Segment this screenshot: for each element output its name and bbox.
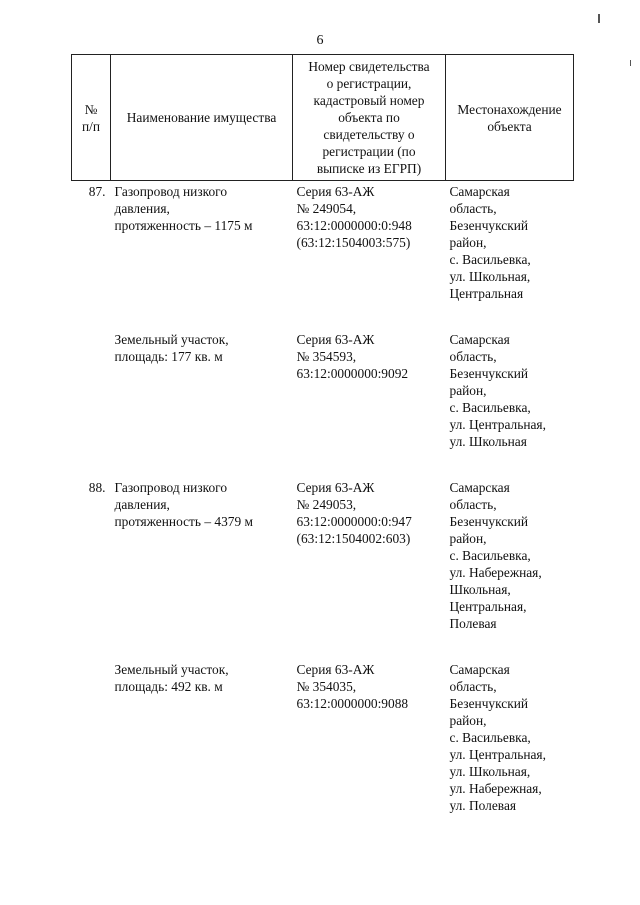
text-line: свидетельству о	[323, 127, 415, 142]
text-line: район,	[449, 531, 487, 546]
text-line: ул. Набережная,	[449, 781, 542, 796]
text-line: Местонахождение	[457, 101, 562, 117]
text-line: Серия 63-АЖ	[296, 480, 375, 495]
property-registry-table	[71, 54, 574, 814]
text-line: 63:12:0000000:9088	[296, 696, 409, 711]
scan-mark	[598, 14, 600, 23]
text-line: о регистрации,	[326, 76, 412, 91]
text-line: 63:12:0000000:9092	[296, 366, 409, 381]
row-registration	[293, 181, 446, 303]
table-row	[72, 661, 574, 814]
row-registration	[293, 331, 446, 450]
text-line: давления,	[114, 201, 170, 216]
text-line: Центральная,	[449, 599, 527, 614]
header-registration	[293, 55, 446, 181]
row-num: 88.	[88, 480, 106, 495]
text-line: район,	[449, 713, 487, 728]
row-name	[111, 661, 293, 814]
text-line: область,	[449, 497, 497, 512]
header-location	[446, 55, 574, 181]
text-line: Безенчукский	[449, 696, 529, 711]
row-location	[446, 661, 574, 814]
text-line: Наименование имущества	[126, 110, 277, 125]
page-number: 6	[316, 33, 324, 48]
text-line: ул. Центральная,	[449, 417, 546, 432]
text-line: № 354593,	[296, 349, 357, 364]
row-registration	[293, 479, 446, 632]
text-line: объекта	[487, 118, 532, 134]
scan-mark	[630, 60, 631, 66]
text-line: Школьная,	[449, 582, 511, 597]
text-line: ул. Школьная	[449, 434, 527, 449]
text-line: Газопровод низкого	[114, 184, 228, 199]
header-num	[72, 55, 111, 181]
row-name	[111, 479, 293, 632]
row-location	[446, 479, 574, 632]
text-line: Самарская	[449, 662, 510, 677]
text-line: площадь: 492 кв. м	[114, 679, 223, 694]
text-line: протяженность – 4379 м	[114, 514, 253, 529]
text-line: № 354035,	[296, 679, 357, 694]
text-line: ул. Центральная,	[449, 747, 546, 762]
text-line: Центральная	[449, 286, 524, 301]
text-line: Земельный участок,	[114, 332, 229, 347]
table-row	[72, 181, 574, 303]
text-line: ул. Школьная,	[449, 269, 531, 284]
text-line: объекта по	[338, 110, 400, 125]
text-line: Земельный участок,	[114, 662, 229, 677]
text-line: Безенчукский	[449, 514, 529, 529]
text-line: область,	[449, 679, 497, 694]
row-num	[72, 661, 111, 814]
text-line: Номер свидетельства	[308, 59, 430, 74]
text-line: район,	[449, 383, 487, 398]
text-line: Серия 63-АЖ	[296, 332, 375, 347]
text-line: площадь: 177 кв. м	[114, 349, 223, 364]
text-line: область,	[449, 201, 497, 216]
header-name	[111, 55, 293, 181]
text-line: выписке из ЕГРП)	[316, 161, 422, 176]
text-line: (63:12:1504003:575)	[296, 235, 411, 250]
text-line: № 249054,	[296, 201, 357, 216]
text-line: с. Васильевка,	[449, 548, 531, 563]
text-line: район,	[449, 235, 487, 250]
text-line: №	[84, 101, 98, 117]
text-line: протяженность – 1175 м	[114, 218, 253, 233]
text-line: Самарская	[449, 480, 510, 495]
row-location	[446, 181, 574, 303]
text-line: Серия 63-АЖ	[296, 662, 375, 677]
text-line: Серия 63-АЖ	[296, 184, 375, 199]
row-location	[446, 331, 574, 450]
text-line: 63:12:0000000:0:948	[296, 218, 412, 233]
text-line: область,	[449, 349, 497, 364]
row-num	[72, 331, 111, 450]
text-line: Самарская	[449, 184, 510, 199]
table-row	[72, 479, 574, 632]
table-header-row	[72, 55, 574, 181]
text-line: Самарская	[449, 332, 510, 347]
text-line: Безенчукский	[449, 218, 529, 233]
text-line: регистрации (по	[322, 144, 416, 159]
text-line: с. Васильевка,	[449, 252, 531, 267]
table-row	[72, 331, 574, 450]
text-line: Газопровод низкого	[114, 480, 228, 495]
text-line: Полевая	[449, 616, 497, 631]
text-line: ул. Набережная,	[449, 565, 542, 580]
row-registration	[293, 661, 446, 814]
text-line: 63:12:0000000:0:947	[296, 514, 412, 529]
row-num: 87.	[88, 184, 106, 199]
text-line: ул. Полевая	[449, 798, 517, 813]
text-line: (63:12:1504002:603)	[296, 531, 411, 546]
text-line: с. Васильевка,	[449, 730, 531, 745]
text-line: давления,	[114, 497, 170, 512]
row-name	[111, 181, 293, 303]
text-line: с. Васильевка,	[449, 400, 531, 415]
text-line: кадастровый номер	[313, 93, 425, 108]
row-name	[111, 331, 293, 450]
text-line: п/п	[81, 118, 101, 134]
text-line: Безенчукский	[449, 366, 529, 381]
text-line: № 249053,	[296, 497, 357, 512]
text-line: ул. Школьная,	[449, 764, 531, 779]
